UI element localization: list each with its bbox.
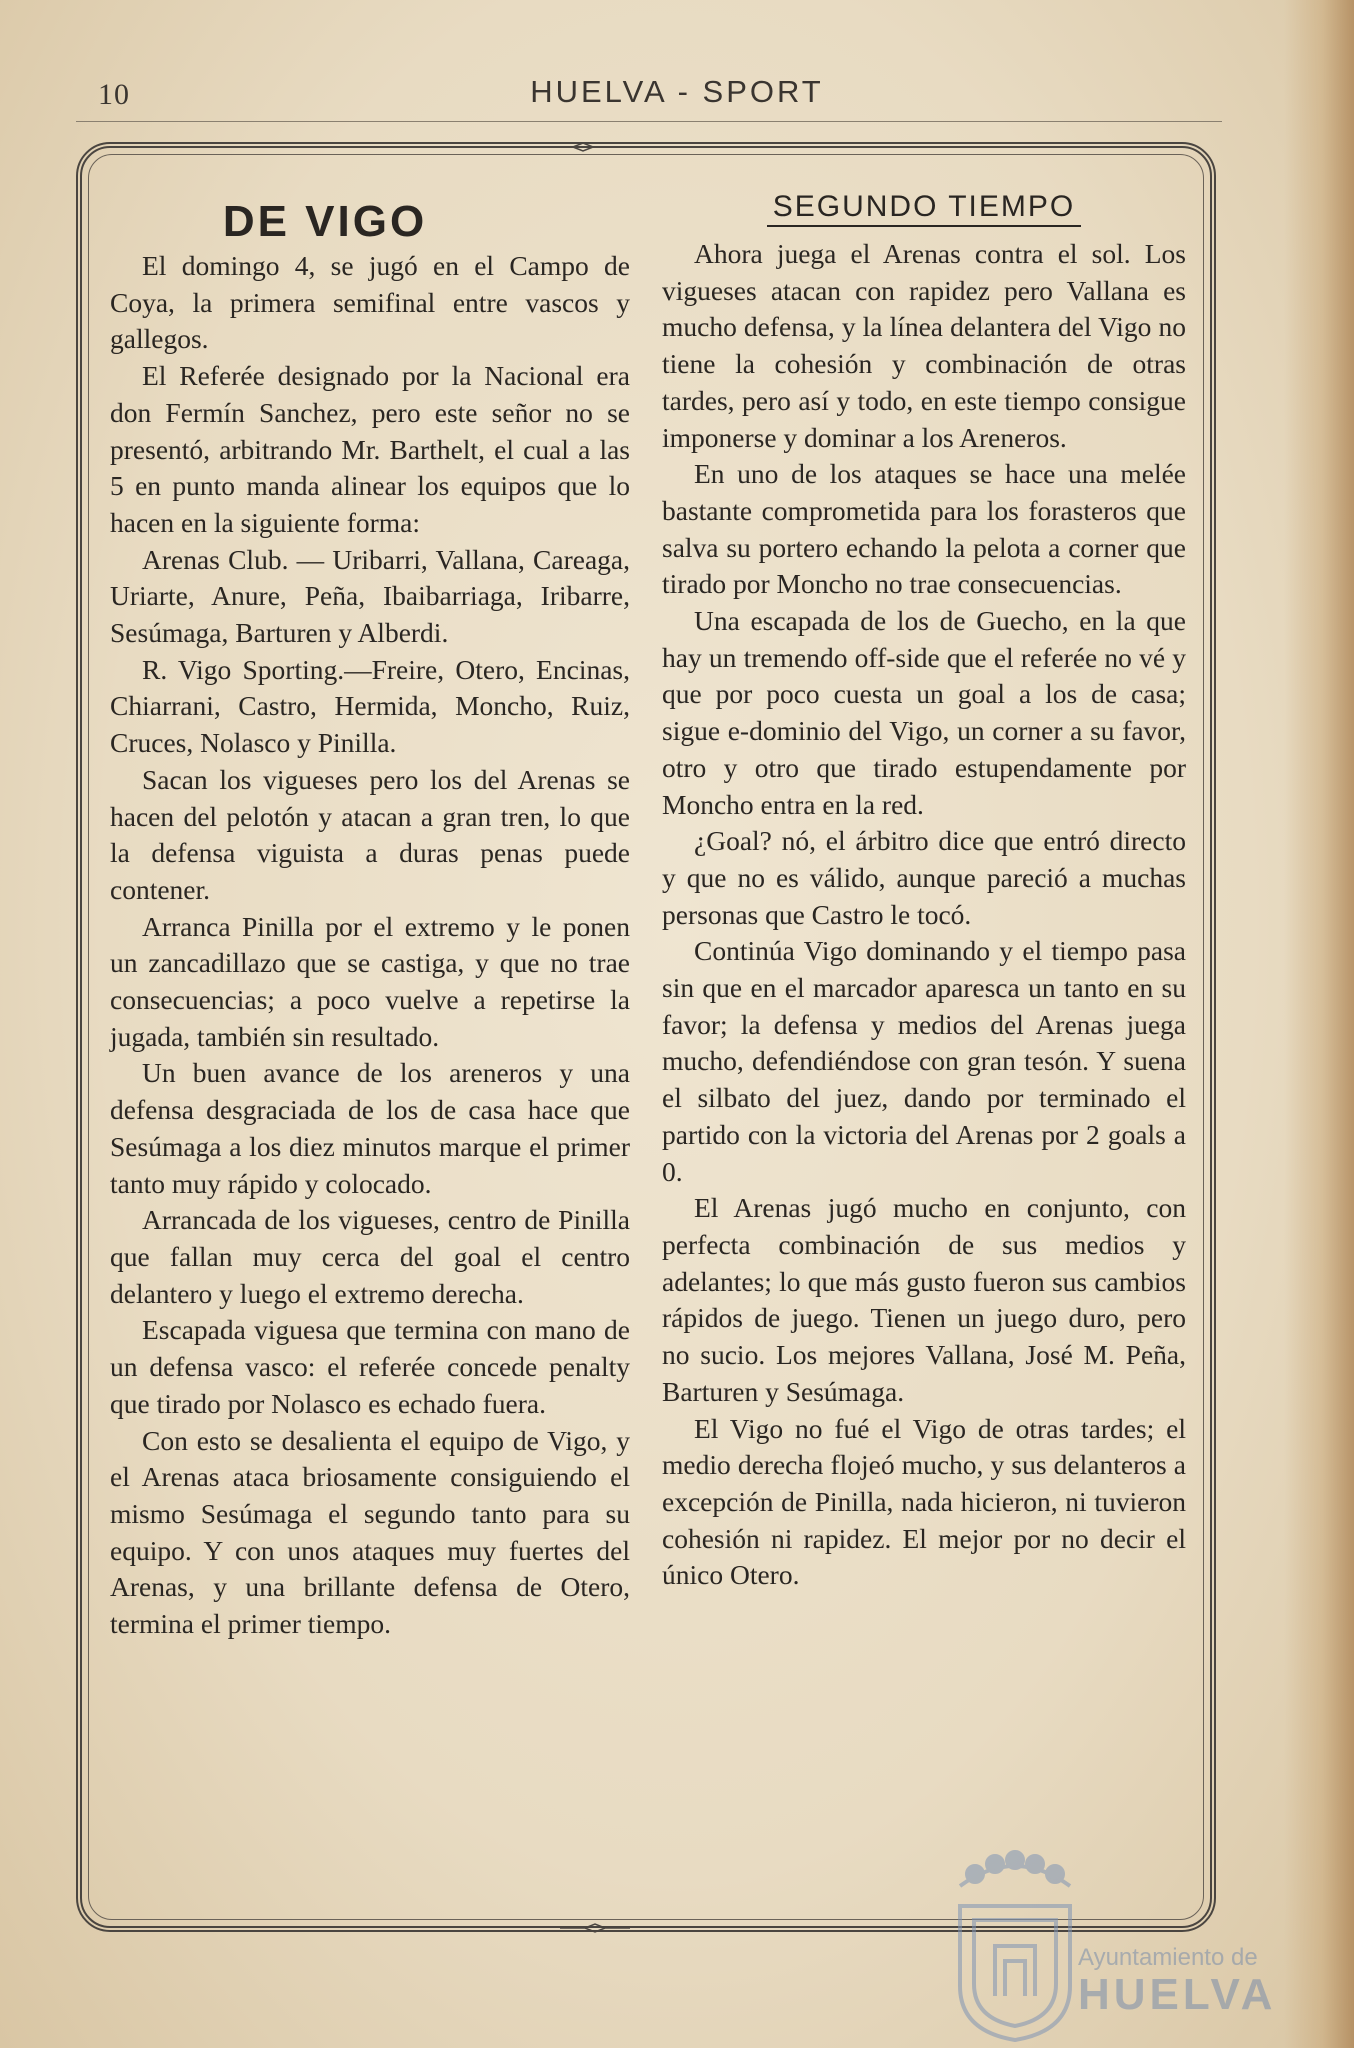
- article-paragraph: El Arenas jugó mucho en conjunto, con perfecta combinación de sus medios y adelantes; lo que más gusto fueron sus cambios rápidos de juego. Tienen un juego duro, pero no sucio. Los mejores Vallana, José M. Peña, Barturen y Sesúmaga.: [662, 1192, 1186, 1407]
- article-paragraph: Sacan los vigueses pero los del Arenas se hacen del pelotón y atacan a gran tren, lo que la defensa viguista a duras penas puede contener.: [110, 763, 630, 905]
- article-paragraph: Arrancada de los vigueses, centro de Pinilla que fallan muy cerca del goal el centro delantero y luego el extremo derecha.: [110, 1204, 630, 1309]
- article-paragraph: El Referée designado por la Nacional era don Fermín Sanchez, pero este señor no se presentó, arbitrando Mr. Barthelt, el cual a las 5 en punto manda alinear los equipos que lo hacen en la siguiente forma:: [110, 360, 630, 538]
- article-paragraph: Continúa Vigo dominando y el tiempo pasa sin que en el marcador aparesca un tanto en su favor; la defensa y medios del Arenas juega mucho, defendiéndose con gran tesón. Y suena el silbato del juez, dando por terminado el partido con la victoria del Arenas por 2 goals a 0.: [662, 935, 1186, 1187]
- watermark-line1: Ayuntamiento de: [1078, 1944, 1258, 1971]
- article-paragraph: El domingo 4, se jugó en el Campo de Coya, la primera semifinal entre vascos y gallegos.: [110, 250, 630, 355]
- article-paragraph: Ahora juega el Arenas contra el sol. Los vigueses atacan con rapidez pero Vallana es mucho defensa, y la línea delantera del Vigo no tiene la cohesión y combinación de otras tardes, pero así y todo, en este tiempo consigue imponerse y dominar a los Areneros.: [662, 238, 1186, 453]
- watermark-line2: HUELVA: [1078, 1970, 1277, 2019]
- page-number: 10: [98, 78, 130, 111]
- article-paragraph: ¿Goal? nó, el árbitro dice que entró directo y que no es válido, aunque pareció a muchas personas que Castro le tocó.: [662, 825, 1186, 930]
- article-title: DE VIGO: [222, 197, 428, 246]
- watermark-text: [1078, 1944, 1276, 2018]
- article-paragraph: Con esto se desalienta el equipo de Vigo, y el Arenas ataca briosamente consiguiendo el mismo Sesúmaga el segundo tanto para su equipo. Y con unos ataques muy fuertes del Arenas, y una brillante defensa de Otero, termina el primer tiempo.: [110, 1424, 630, 1640]
- article-paragraph: El Vigo no fué el Vigo de otras tardes; el medio derecha flojeó mucho, y sus delanteros a excepción de Pinilla, nada hicieron, ni tuvieron cohesión ni rapidez. El mejor por no decir el único Otero.: [662, 1412, 1186, 1591]
- article-paragraph: Un buen avance de los areneros y una defensa desgraciada de los de casa hace que Sesúmaga a los diez minutos marque el primer tanto muy rápido y colocado.: [110, 1057, 630, 1199]
- section-subtitle-text: SEGUNDO TIEMPO: [767, 190, 1081, 227]
- section-subtitle: [662, 186, 1186, 228]
- page-edge-shadow: [1284, 0, 1354, 2048]
- border-ornament-bottom: [560, 1923, 630, 1933]
- running-head: HUELVA - SPORT: [530, 74, 824, 109]
- article-paragraph: Escapada viguesa que termina con mano de un defensa vasco: el referée concede penalty que tirado por Nolasco es echado fuera.: [110, 1314, 630, 1419]
- article-column-right: [662, 186, 1186, 1594]
- article-paragraph: En uno de los ataques se hace una melée bastante comprometida para los forasteros que salva su portero echando la pelota a corner que tirado por Moncho no trae consecuencias.: [662, 458, 1186, 600]
- article-paragraph: Una escapada de los de Guecho, en la que hay un tremendo off-side que el referée no vé y que por poco cuesta un goal a los de casa; sigue e-dominio del Vigo, un corner a su favor, otro y otro que tirado estupendamente por Moncho entra en la red.: [662, 605, 1186, 820]
- header-rule: [76, 121, 1222, 122]
- article-paragraph: R. Vigo Sporting.—Freire, Otero, Encinas, Chiarrani, Castro, Hermida, Moncho, Ruiz, Cruces, Nolasco y Pinilla.: [110, 653, 630, 759]
- coat-of-arms-icon: [940, 1846, 1090, 2042]
- border-ornament-top: [548, 142, 618, 152]
- article-paragraph: Arenas Club. — Uribarri, Vallana, Careaga, Uriarte, Anure, Peña, Ibaibarriaga, Iribarre, Sesúmaga, Barturen y Alberdi.: [110, 543, 630, 649]
- article-paragraph: Arranca Pinilla por el extremo y le ponen un zancadillazo que se castiga, y que no trae consecuencias; a poco vuelve a repetirse la jugada, también sin resultado.: [110, 910, 630, 1052]
- article-column-left: [110, 186, 630, 1643]
